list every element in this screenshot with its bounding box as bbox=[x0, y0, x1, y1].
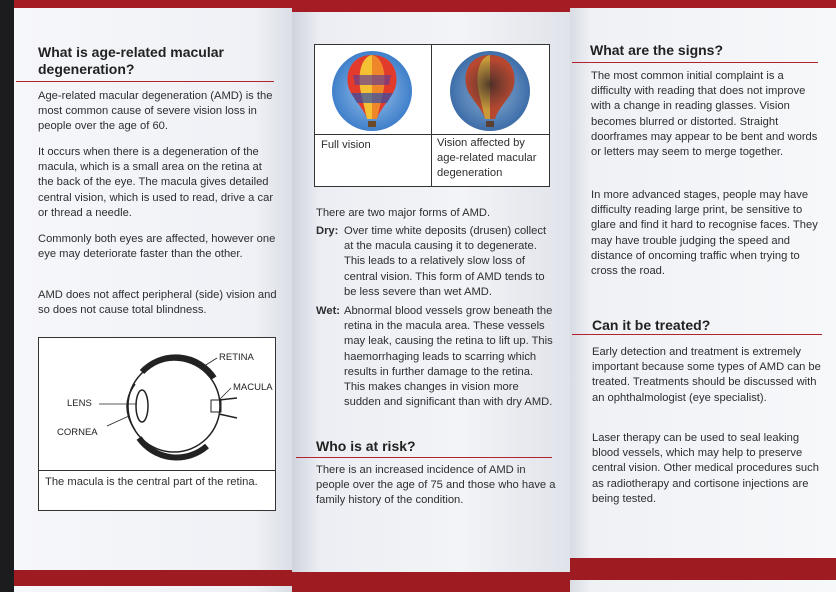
dry-label: Dry: bbox=[316, 225, 339, 237]
top-band bbox=[292, 0, 574, 12]
dry-amd-entry bbox=[316, 224, 556, 302]
full-vision-caption: Full vision bbox=[321, 139, 371, 151]
paragraph: Age-related macular degeneration (AMD) is the most common cause of severe vision loss in people over the age of 60. bbox=[38, 90, 273, 133]
paragraph: It occurs when there is a degeneration of the macula, which is a small area on the retina at the back of the eye. The macula gives detailed central vision, which is used to read, drive a car or thread a needle. bbox=[38, 146, 274, 219]
heading-rule bbox=[572, 334, 822, 335]
vision-comparison-table bbox=[314, 44, 550, 187]
full-vision-balloon bbox=[332, 51, 412, 131]
paragraph: Early detection and treatment is extremely important because some types of AMD can be treated. Treatments should be discussed with an ophthalmologist (eye specialist). bbox=[592, 346, 821, 404]
treat-heading: Can it be treated? bbox=[592, 317, 711, 333]
retina-label: RETINA bbox=[219, 352, 254, 363]
right-panel bbox=[570, 0, 836, 592]
bottom-band bbox=[292, 572, 574, 592]
forms-intro: There are two major forms of AMD. bbox=[316, 207, 491, 219]
paragraph: AMD does not affect peripheral (side) vision and so does not cause total blindness. bbox=[38, 289, 277, 317]
risk-heading: Who is at risk? bbox=[316, 438, 416, 454]
affected-vision-caption: Vision affected by age-related macular degeneration bbox=[437, 137, 537, 180]
signs-heading: What are the signs? bbox=[590, 42, 724, 58]
middle-panel bbox=[292, 0, 574, 592]
paragraph: Laser therapy can be used to seal leaking blood vessels, which may help to preserve central vision. Other medical procedures such as radiotherapy and cortisone injections are being tested. bbox=[592, 432, 819, 505]
balloon-images bbox=[315, 45, 549, 135]
cornea-label: CORNEA bbox=[57, 427, 98, 438]
top-band bbox=[570, 0, 836, 8]
paragraph: Commonly both eyes are affected, however one eye may deteriorate faster than the other. bbox=[38, 233, 276, 261]
left-panel bbox=[14, 0, 296, 592]
eye-diagram-box bbox=[38, 337, 276, 511]
bottom-band bbox=[570, 558, 836, 580]
dry-description: Over time white deposits (drusen) collect at the macula causing it to degenerate. This leads to a relatively slow loss of central vision. This form of AMD tends to be less severe than wet AMD. bbox=[344, 225, 547, 298]
diagram-caption: The macula is the central part of the retina. bbox=[45, 476, 258, 488]
heading-rule bbox=[296, 457, 552, 458]
affected-vision-balloon bbox=[450, 51, 530, 131]
wet-amd-entry bbox=[316, 304, 556, 428]
paragraph: The most common initial complaint is a difficulty with reading that does not improve with a change in reading glasses. Vision becomes blurred or distorted. Straight doorframes may appear to be bent and words or letters may seem to merge together. bbox=[591, 70, 818, 159]
wet-description: Abnormal blood vessels grow beneath the retina in the macula area. These vessels may leak, causing the retina to lift up. This haemorrhaging leads to scarring which results in further damage to the retina. This makes changes in vision more sudden and significant than with dry AMD. bbox=[344, 305, 553, 409]
lens-label: LENS bbox=[67, 398, 92, 409]
heading-rule bbox=[16, 81, 274, 82]
macula-label: MACULA bbox=[233, 382, 273, 393]
bottom-band bbox=[14, 570, 296, 586]
risk-text: There is an increased incidence of AMD in people over the age of 75 and those who have a family history of the condition. bbox=[316, 464, 556, 507]
wet-label: Wet: bbox=[316, 305, 341, 317]
heading-rule bbox=[572, 62, 818, 63]
paragraph: In more advanced stages, people may have difficulty reading large print, be sensitive to glare and find it hard to recognise faces. They may have trouble judging the speed and distance of oncoming traffic when trying to cross the road. bbox=[591, 189, 818, 278]
top-band bbox=[14, 0, 296, 8]
amd-heading: What is age-related macular degeneration? bbox=[38, 44, 224, 77]
caption-divider bbox=[39, 470, 275, 471]
